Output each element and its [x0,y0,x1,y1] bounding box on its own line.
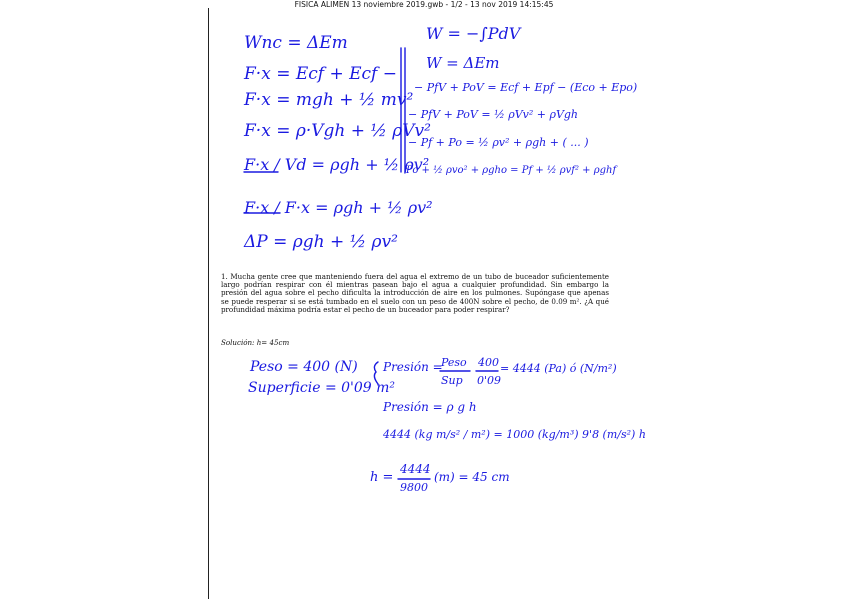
eq-bernoulli: Po + ½ ρvo² + ρgho = Pf + ½ ρvf² + ρghf [406,165,617,176]
eq-pressure-ratio: F·x / F·x = ρgh + ½ ρv² [244,198,433,217]
pressure-den-value: 0'09 [477,374,502,387]
substitution: 4444 (kg m/s² / m²) = 1000 (kg/m³) 9'8 (m/s²) h [383,428,646,441]
eq-force-mgh: F·x = mgh + ½ mv² [244,90,414,110]
eq-force-density: F·x = ρ·Vgh + ½ ρVv² [244,121,431,141]
eq-pressure-per-volume: F·x / Vd = ρgh + ½ ρv² [244,155,430,174]
eq-force-kinetic: F·x = Ecf + Ecf − [244,64,397,84]
pressure-frac-den: Sup [441,374,463,387]
final-denominator: 9800 [400,481,428,494]
pressure-label: Presión = [383,360,443,374]
final-h-label: h = [370,470,394,485]
problem-solution: Solución: h= 45cm [221,338,290,347]
eq-delta-pressure: ΔP = ρgh + ½ ρv² [244,232,398,252]
final-numerator: 4444 [400,462,431,476]
page-header: FISICA ALIMEN 13 noviembre 2019.gwb - 1/2 - 13 nov 2019 14:15:45 [294,0,554,9]
final-result: (m) = 45 cm [434,470,510,484]
pressure-num-value: 400 [478,356,499,369]
problem-statement: 1. Mucha gente cree que manteniendo fuera del agua el extremo de un tubo de buceador suficientemente largo podrían respirar con él mientras pasean bajo el agua a cualquier profundidad. Sin embargo la presión del agua sobre el pecho dificulta la introducción de aire en los pulmones. Supóngase que apenas se puede resperar si se está tumbado en el suelo con un peso de 400N sobre el pecho, de 0.09 m². ¿A qué profundidad máxima podría estar el pecho de un buceador para poder respirar? [221,272,609,314]
eq-pressure-volume-energy: − PfV + PoV = Ecf + Epf − (Eco + Epo) [414,81,638,94]
curly-brace [374,362,378,384]
given-weight: Peso = 400 (N) [250,359,358,375]
eq-work-delta-em: W = ΔEm [426,54,500,72]
eq-work-integral: W = −∫PdV [426,24,521,43]
given-area: Superficie = 0'09 m² [248,380,396,396]
eq-work-energy: Wnc = ΔEm [244,33,348,53]
pressure-result: = 4444 (Pa) ó (N/m²) [500,362,617,375]
eq-pressure-difference: − Pf + Po = ½ ρv² + ρgh + ( ... ) [408,136,589,149]
pressure-frac-num: Peso [441,356,467,369]
pressure-formula: Presión = ρ g h [383,400,477,414]
eq-pressure-volume-sub: − PfV + PoV = ½ ρVv² + ρVgh [408,108,579,121]
